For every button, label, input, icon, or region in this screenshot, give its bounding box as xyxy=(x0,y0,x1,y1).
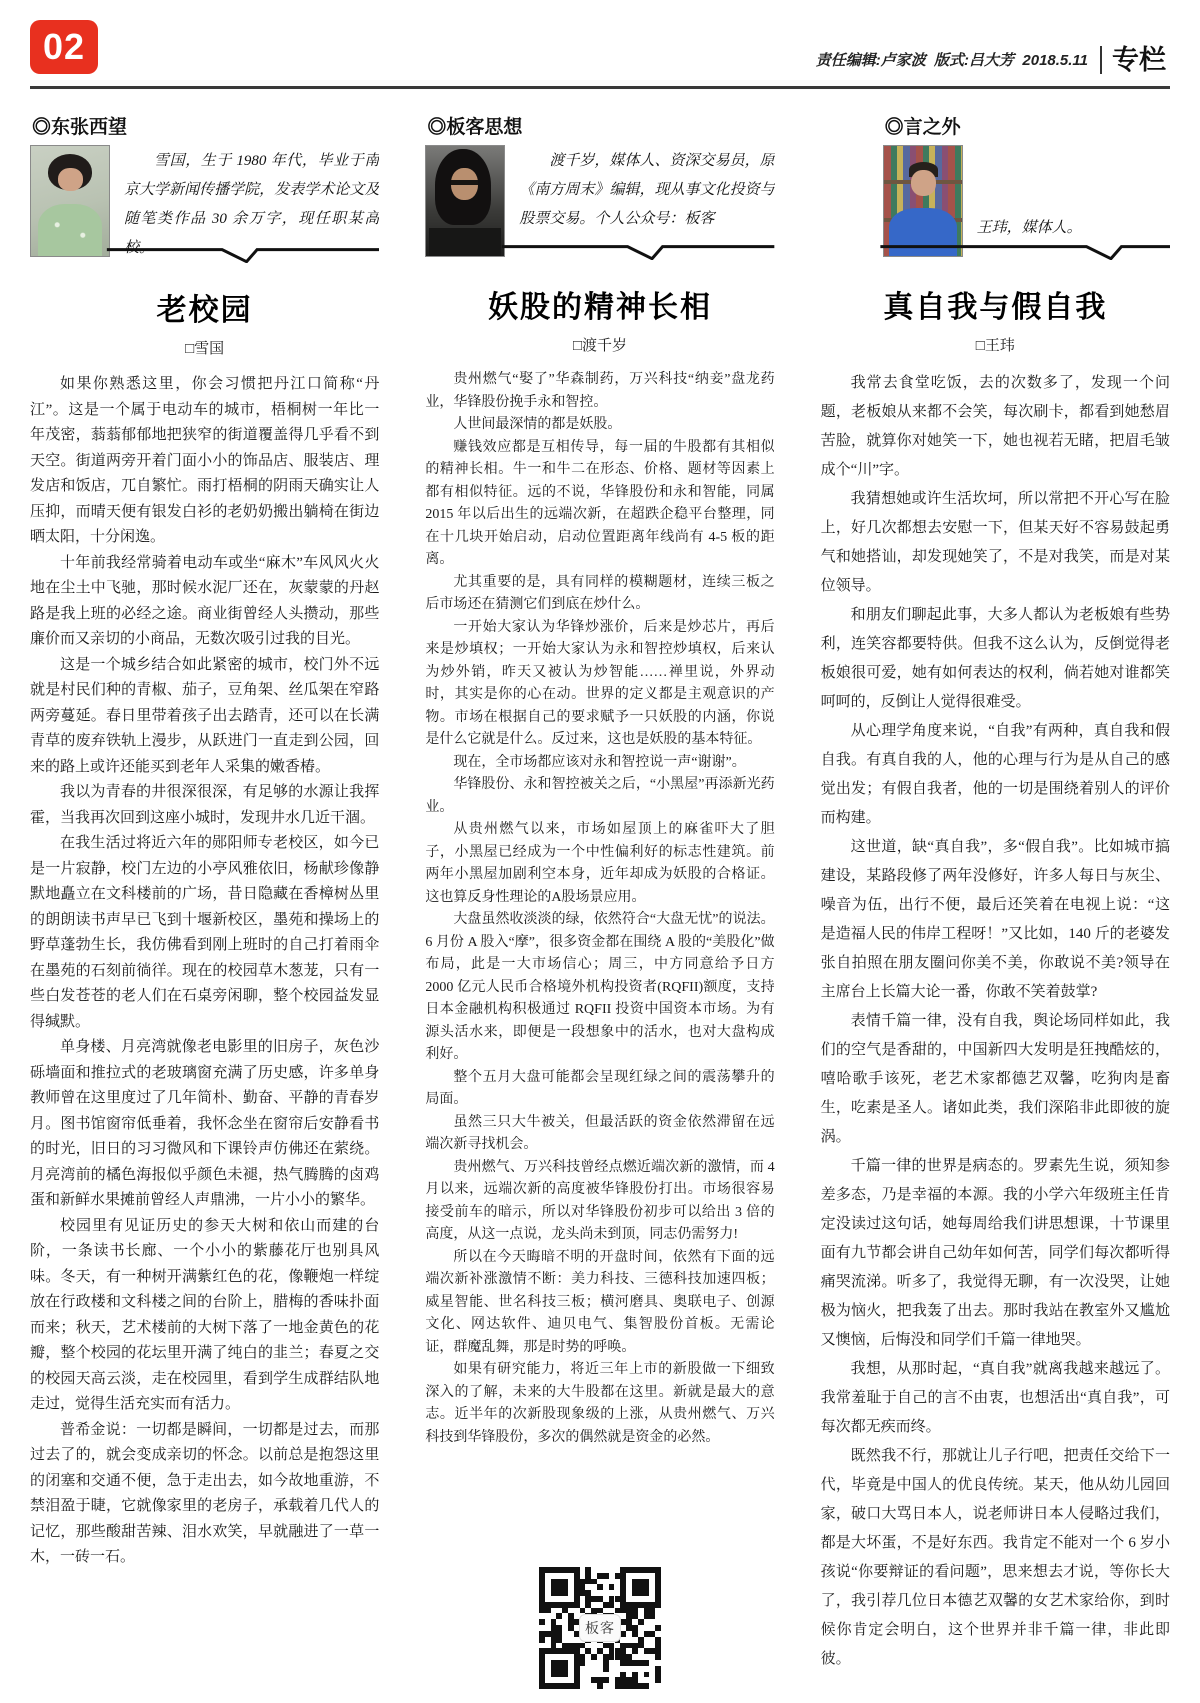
qr-module xyxy=(655,1654,661,1660)
article-paragraph: 大盘虽然收淡淡的绿，依然符合“大盘无忧”的说法。6 月份 A 股入“摩”，很多资金都在围绕 A 股的“美股化”做布局，此是一大市场信心；周三，中方同意给予日方 2000 亿元人民币合格境外机构投资者(RQFII)额度，支持日本金融机构积极通过 RQFII 投资中国资本市场。为有源头活水来，即便是一段想象中的活水，也对大盘构成利好。 xyxy=(425,912,775,1062)
qr-module xyxy=(603,1666,609,1672)
article-paragraph: 和朋友们聊起此事，大多人都认为老板娘有些势利，连笑容都要特供。但我不这么认为，反倒觉得老板娘很可爱，她有如何表达的权利，倘若她对谁都笑呵呵的，反倒让人觉得很难受。 xyxy=(820,607,1170,710)
qr-module xyxy=(655,1602,661,1608)
article-laoxiaoyuan xyxy=(30,279,379,1703)
author-bio-1: 雪国，生于 1980 年代，毕业于南京大学新闻传播学院，发表学术论文及随笔类作品 30 余万字，现任职某高校。 xyxy=(124,153,380,256)
qr-module xyxy=(591,1654,597,1660)
article-paragraph: 我猜想她或许生活坎坷，所以常把不开心写在脸上，好几次都想去安慰一下，但某天好不容易鼓起勇气和她搭讪，却发现她笑了，不是对我笑，而是对某位领导。 xyxy=(820,491,1170,594)
qr-module xyxy=(644,1660,650,1666)
qr-module xyxy=(574,1683,580,1689)
article-paragraph: 十年前我经常骑着电动车或坐“麻木”车风风火火地在尘土中飞驰，那时候水泥厂还在，灰蒙蒙的丹赵路是我上班的必经之途。商业街曾经人头攒动，那些廉价而又亲切的小商品，无数次吸引过我的目光。 xyxy=(30,554,380,647)
section-title: 专栏 xyxy=(1100,46,1166,74)
column-1 xyxy=(30,108,379,1703)
qr-module xyxy=(649,1613,655,1619)
article-yaogu xyxy=(425,276,774,1567)
editor-info: 责任编辑:卢家波 版式:吕大芳 2018.5.11 xyxy=(815,52,1088,69)
column-2 xyxy=(425,108,774,1703)
article-paragraph: 虽然三只大牛被关，但最活跃的资金依然滞留在远端次新寻找机会。 xyxy=(425,1114,775,1152)
article-paragraph: 如果你熟悉这里，你会习惯把丹江口简称“丹江”。这是一个属于电动车的城市，梧桐树一年比一年茂密，蓊蓊郁郁地把狭窄的街道覆盖得几乎看不到天空。街道两旁开着门面小小的饰品店、服装店、理发店和饭店，兀自繁忙。雨打梧桐的阴雨天确实让人压抑，而晴天便有银发白衫的老奶奶搬出躺椅在街边晒太阳，十分闲逸。 xyxy=(30,376,380,545)
qr-wrap xyxy=(539,1567,661,1689)
article-paragraph: 既然我不行，那就让儿子行吧，把责任交给下一代，毕竟是中国人的优良传统。某天，他从幼儿园回家，破口大骂日本人，说老师讲日本人侵略过我们，都是大坏蛋，不是好东西。我肯定不能对一个 6 岁小孩说“你要辩证的看问题”，思来想去才说，等你长大了，我引荐几位日本德艺双馨的女艺术家给你，到时候你肯定会明白，这个世界并非千篇一律，非此即彼。 xyxy=(820,1448,1170,1667)
qr-module xyxy=(562,1672,568,1678)
speech-bubble-tail xyxy=(30,247,379,263)
photo-face xyxy=(911,170,936,196)
column-name-2: ◎板客思想 xyxy=(427,117,523,138)
column-3 xyxy=(821,108,1170,1703)
author-bio-2: 渡千岁，媒体人、资深交易员，原《南方周末》编辑，现从事文化投资与股票交易。个人公众号：板客 xyxy=(519,153,775,227)
page-number-badge: 02 xyxy=(30,20,98,74)
qr-module xyxy=(539,1619,545,1625)
photo-glasses xyxy=(451,180,478,185)
article-paragraph: 从贵州燃气以来，市场如屋顶上的麻雀吓大了胆子，小黑屋已经成为一个中性偏利好的标志性建筑。前两年小黑屋加剧利空本身，近年却成为妖股的合格证。这也算反身性理论的A股场景应用。 xyxy=(425,822,775,905)
article-paragraph: 所以在今天晦暗不明的开盘时间，依然有下面的远端次新补涨激情不断：美力科技、三德科技加速四板；威星智能、世名科技三板；横河磨具、奥联电子、创源文化、网达软件、迪贝电气、集智股份首板。无需论证，群魔乱舞，那是时势的呼唤。 xyxy=(425,1249,775,1355)
article-body-1 xyxy=(30,372,379,1571)
article-paragraph: 尤其重要的是，具有同样的模糊题材，连续三板之后市场还在猜测它们到底在炒什么。 xyxy=(425,574,775,612)
column-name-1: ◎东张西望 xyxy=(32,117,128,138)
article-paragraph: 千篇一律的世界是病态的。罗素先生说，须知参差多态，乃是幸福的本源。我的小学六年级班主任肯定没读过这句话，她每周给我们讲思想课，十节课里面有九节都会讲自己幼年如何苦，同学们每次都听得痛哭流涕。听多了，我觉得无聊，有一次没哭，让她极为恼火，把我轰了出去。那时我站在教室外又尴尬又懊恼，后悔没和同学们千篇一律地哭。 xyxy=(820,1158,1170,1348)
article-byline-3: □王玮 xyxy=(975,338,1015,354)
content-grid xyxy=(30,108,1170,1703)
qr-module xyxy=(603,1677,609,1683)
author-intro-1 xyxy=(30,108,379,263)
article-paragraph: 人世间最深情的都是妖股。 xyxy=(453,417,622,432)
article-byline-1: □雪国 xyxy=(185,341,225,357)
author-intro-3 xyxy=(821,108,1170,260)
qr-module xyxy=(638,1619,644,1625)
article-paragraph: 现在，全市场都应该对永和智控说一声“谢谢”。 xyxy=(453,754,746,770)
article-paragraph: 这是一个城乡结合如此紧密的城市，校门外不远就是村民们种的青椒、茄子，豆角架、丝瓜架在窄路两旁蔓延。春日里带着孩子出去踏青，还可以在长满青草的废弃铁轨上漫步，从跃进门一直走到公园，回来的路上或许还能买到老年人采集的嫩香椿。 xyxy=(30,656,380,775)
article-title-3: 真自我与假自我 xyxy=(883,291,1108,324)
qr-module xyxy=(562,1590,568,1596)
article-paragraph: 整个五月大盘可能都会呈现红绿之间的震荡攀升的局面。 xyxy=(425,1069,775,1107)
qr-module xyxy=(609,1584,615,1590)
article-paragraph: 校园里有见证历史的参天大树和依山而建的台阶，一条读书长廊、一个小小的紫藤花厅也别具风味。冬天，有一种树开满紫红色的花，像鞭炮一样绽放在行政楼和文科楼之间的台阶上，腊梅的香味扑面而来；秋天，艺术楼前的大树下落了一地金黄色的花瓣，整个校园的花坛里开满了纯白的韭兰；春夏之交的校园天高云淡，走在校园里，看到学生成群结队地走过，觉得生活充实而有活力。 xyxy=(30,1217,380,1412)
qr-module xyxy=(556,1613,562,1619)
article-paragraph: 我以为青春的井很深很深，有足够的水源让我挥霍，当我再次回到这座小城时，发现井水几近干涸。 xyxy=(30,784,380,826)
author-bio-3: 王玮，媒体人。 xyxy=(976,220,1082,236)
article-paragraph: 普希金说：一切都是瞬间，一切都是过去，而那过去了的，就会变成亲切的怀念。以前总是抱怨这里的闭塞和交通不便，急于走出去，如今故地重游，不禁泪盈于睫，它就像家里的老房子，承载着几代人的记忆，那些酸甜苦辣、泪水欢笑，早就融进了一草一木，一砖一石。 xyxy=(30,1421,380,1565)
article-title-1: 老校园 xyxy=(156,294,253,327)
qr-label: 板客 xyxy=(579,1614,621,1642)
qr-module xyxy=(580,1660,586,1666)
speech-bubble-tail xyxy=(821,244,1170,260)
qr-module xyxy=(644,1672,650,1678)
qr-code xyxy=(539,1567,661,1689)
qr-module xyxy=(655,1625,661,1631)
article-zhenziwo xyxy=(821,276,1170,1703)
article-body-3 xyxy=(821,369,1170,1674)
article-title-2: 妖股的精神长相 xyxy=(487,291,712,324)
qr-module xyxy=(539,1637,545,1643)
header-rule xyxy=(30,86,1170,89)
qr-module xyxy=(545,1608,551,1614)
masthead xyxy=(0,0,1200,88)
qr-module xyxy=(620,1631,626,1637)
speech-bubble-tail xyxy=(425,244,774,260)
photo-face xyxy=(58,168,83,191)
article-paragraph: 单身楼、月亮湾就像老电影里的旧房子，灰色沙砾墙面和推拉式的老玻璃窗充满了历史感，许多单身教师曾在这里度过了几年简朴、勤奋、平静的青春岁月。图书馆窗帘低垂着，我怀念坐在窗帘后安静看书的时光，旧日的习习微风和下课铃声仿佛还在萦绕。月亮湾前的橘色海报似乎颜色未褪，热气腾腾的卤鸡蛋和新鲜水果摊前曾经人声鼎沸，一片小小的繁华。 xyxy=(30,1039,380,1208)
article-paragraph: 华锋股份、永和智控被关之后，“小黑屋”再添新光药业。 xyxy=(425,777,775,815)
author-photo-xueguo xyxy=(30,145,110,257)
article-paragraph: 表情千篇一律，没有自我，舆论场同样如此，我们的空气是香甜的，中国新四大发明是狂拽酷炫的，嘻哈歌手该死，老艺术家都德艺双馨，吃狗肉是畜生，吃素是圣人。诸如此类，我们深陷非此即彼的旋涡。 xyxy=(820,1013,1170,1145)
article-body-2 xyxy=(425,369,774,1449)
author-photo-duqiansui xyxy=(425,145,505,257)
article-paragraph: 我常去食堂吃饭，去的次数多了，发现一个问题，老板娘从来都不会笑，每次刷卡，都看到她愁眉苦脸，就算你对她笑一下，她也视若无睹，把眉毛皱成个“川”字。 xyxy=(820,375,1170,478)
column-name-3: ◎言之外 xyxy=(884,117,961,138)
qr-module xyxy=(644,1590,650,1596)
article-paragraph: 在我生活过将近六年的郧阳师专老校区，如今已是一片寂静，校门左边的小亭风雅依旧，杨献珍像静默地矗立在文科楼前的广场，昔日隐藏在香樟树丛里的朗朗读书声早已飞到十堰新校区，墨苑和操场上的野草蓬勃生长，我仿佛看到刚上班时的自己打着雨伞在墨苑的石刻前徜徉。现在的校园草木葱茏，只有一些白发苍苍的老人们在石桌旁闲聊，整个校园益发显得缄默。 xyxy=(30,835,380,1030)
qr-module xyxy=(597,1683,603,1689)
article-paragraph: 贵州燃气“娶了”华森制药，万兴科技“纳妾”盘龙药业，华锋股份挽手永和智控。 xyxy=(425,372,775,410)
qr-module xyxy=(603,1573,609,1579)
author-photo-wangwei xyxy=(883,145,963,257)
qr-module xyxy=(655,1677,661,1683)
article-paragraph: 这世道，缺“真自我”，多“假自我”。比如城市搞建设，某路段修了两年没修好，许多人每日与灰尘、噪音为伍，出行不便，最后还笑着在电视上说：“这是造福人民的伟岸工程呀！”又比如，140 斤的老婆发张自拍照在朋友圈问你美不美，你敢说不美?领导在主席台上长篇大论一番，你敢不笑着鼓掌? xyxy=(820,839,1170,1000)
article-paragraph: 贵州燃气、万兴科技曾经点燃近端次新的激情，而 4 月以来，远端次新的高度被华锋股份打出。市场很容易接受前车的暗示，所以对华锋股份初步可以给出 3 倍的高度，从这一点说，龙头尚未到顶，同志仍需努力! xyxy=(425,1159,775,1242)
article-paragraph: 从心理学角度来说，“自我”有两种，真自我和假自我。有真自我的人，他的心理与行为是从自己的感觉出发；有假自我者，他的一切是围绕着别人的评价而构建。 xyxy=(820,723,1170,826)
article-paragraph: 如果有研究能力，将近三年上市的新股做一下细致深入的了解，未来的大牛股都在这里。新就是最大的意志。近半年的次新股现象级的上涨，从贵州燃气、万兴科技到华锋股份，多次的偶然就是资金的必然。 xyxy=(425,1362,775,1445)
author-intro-2 xyxy=(425,108,774,260)
article-byline-2: □渡千岁 xyxy=(572,338,628,354)
article-paragraph: 一开始大家认为华锋炒涨价，后来是炒芯片，再后来是炒填权；一开始大家认为永和智控炒填权，后来认为炒外销，昨天又被认为炒智能……禅里说，外界动时，其实是你的心在动。世界的定义都是主观意识的产物。市场在根据自己的要求赋予一只妖股的内涵，你说是什么它就是什么。反过来，这也是妖股的基本特征。 xyxy=(425,619,775,747)
qr-module xyxy=(644,1683,650,1689)
article-paragraph: 赚钱效应都是互相传导，每一届的牛股都有其相似的精神长相。牛一和牛二在形态、价格、题材等因素上都有相似特征。远的不说，华锋股份和永和智能，同属 2015 年以后出生的远端次新，在超跌企稳平台整理，同在十几块开始启动，启动位置距离年线尚有 4-5 板的距离。 xyxy=(425,439,775,567)
qr-module xyxy=(632,1648,638,1654)
article-paragraph: 我想，从那时起，“真自我”就离我越来越远了。我常羞耻于自己的言不由衷，也想活出“真自我”，可每次都无疾而终。 xyxy=(820,1361,1170,1435)
qr-module xyxy=(597,1584,603,1590)
